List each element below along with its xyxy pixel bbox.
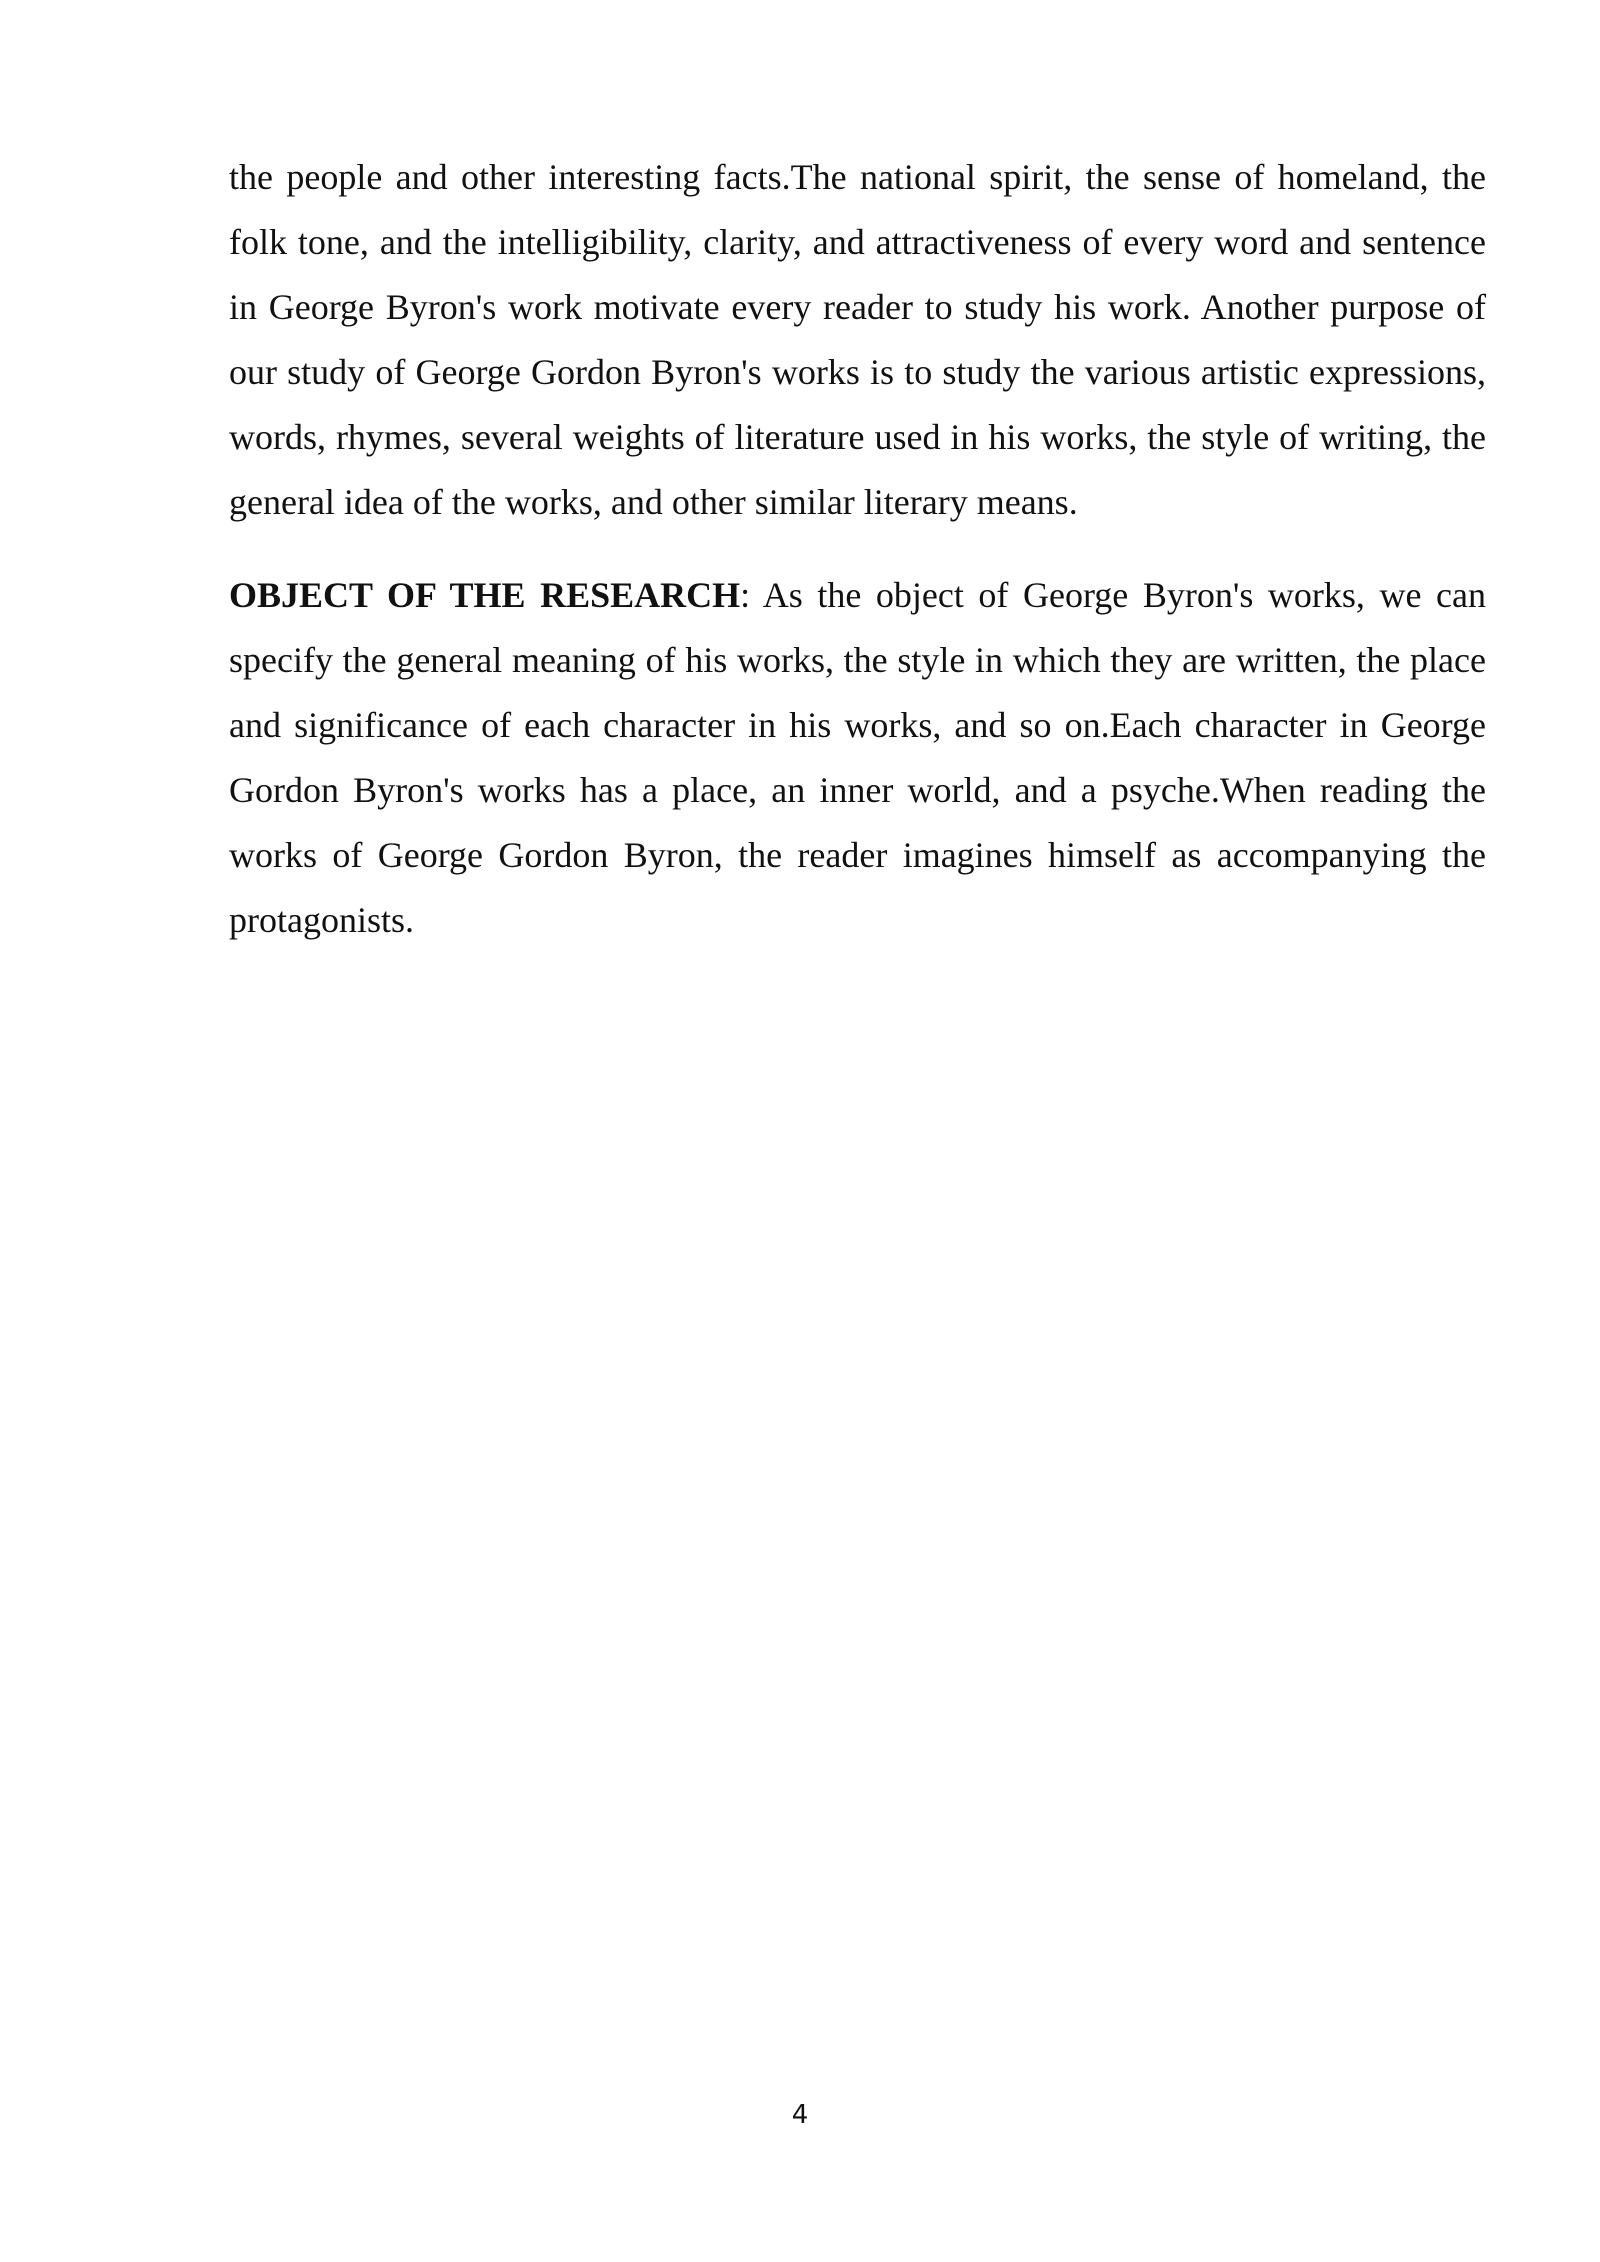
page-number: 4 xyxy=(791,2100,809,2130)
paragraph-object-of-research xyxy=(229,563,1486,953)
body-text xyxy=(229,145,1486,953)
paragraph-text: the people and other interesting facts.The national spirit, the sense of homeland, the folk tone, and the intelligibility, clarity, and attractiveness of every word and sentence in George Byron's work motivate every reader to study his work. Another purpose of our study of George Gordon Byron's works is to study the various artistic expressions, words, rhymes, several weights of literature used in his works, the style of writing, the general idea of the works, and other similar literary means. xyxy=(229,157,1486,522)
paragraph-purpose xyxy=(229,145,1486,535)
paragraph-text: : As the object of George Byron's works, we can specify the general meaning of his works, the style in which they are written, the place and significance of each character in his works, and so on.Each character in George Gordon Byron's works has a place, an inner world, and a psyche.When reading the works of George Gordon Byron, the reader imagines himself as accompanying the protagonists. xyxy=(229,575,1486,940)
section-heading: OBJECT OF THE RESEARCH xyxy=(229,575,741,615)
